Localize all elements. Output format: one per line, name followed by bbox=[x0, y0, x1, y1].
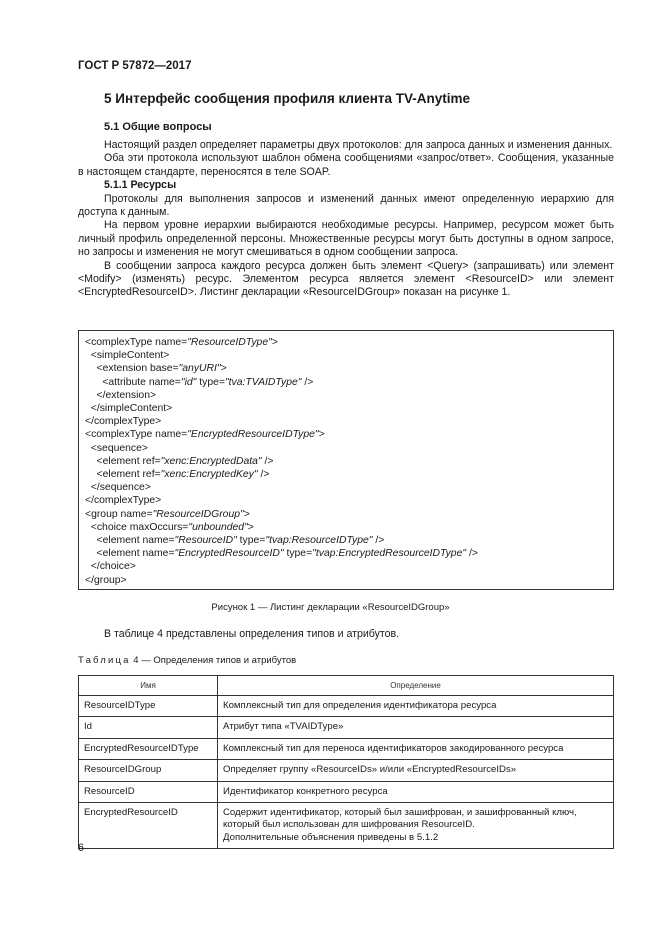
subsubsection-title: 5.1.1 Ресурсы bbox=[104, 179, 177, 192]
listing-line: <choice maxOccurs="unbounded"> bbox=[85, 521, 254, 533]
cell-name: ResourceID bbox=[79, 781, 218, 802]
listing-line: <element name="ResourceID" type="tvap:ResourceIDType" /> bbox=[85, 535, 385, 547]
listing-line: <simpleContent> bbox=[85, 350, 170, 362]
table-row bbox=[79, 803, 614, 849]
listing-line: </extension> bbox=[85, 389, 157, 401]
definition-line: Содержит идентификатор, который был зашифрован, и зашифрованный ключ, который был использован для шифрования ResourceID. bbox=[223, 807, 577, 831]
listing-line: <group name="ResourceIDGroup"> bbox=[85, 508, 250, 520]
paragraph: Протоколы для выполнения запросов и изменений данных имеют определенную иерархию для доступа к данным. bbox=[78, 192, 614, 219]
listing-line: </complexType> bbox=[85, 495, 162, 507]
table-row bbox=[79, 717, 614, 738]
cell-name: Id bbox=[79, 717, 218, 738]
standard-header: ГОСТ Р 57872—2017 bbox=[78, 60, 192, 72]
listing-line: <element name="EncryptedResourceID" type="tvap:EncryptedResourceIDType" /> bbox=[85, 548, 478, 560]
definition-line: Комплексный тип для определения идентификатора ресурса bbox=[223, 700, 497, 711]
paragraph: В сообщении запроса каждого ресурса должен быть элемент <Query> (запрашивать) или элемент <Modify> (изменять) ресурс. Элементом ресурса является элемент <ResourceID> или элемент <EncryptedResourceID>. Листинг декларации «ResourceIDGroup» показан на рисунке 1. bbox=[78, 259, 614, 299]
cell-definition bbox=[218, 696, 614, 717]
table-caption-rest: 4 — Определения типов и атрибутов bbox=[130, 655, 297, 666]
cell-name: EncryptedResourceID bbox=[79, 803, 218, 849]
table-caption bbox=[78, 655, 296, 666]
section-title: 5 Интерфейс сообщения профиля клиента TV-Anytime bbox=[104, 91, 471, 106]
cell-name: ResourceIDType bbox=[79, 696, 218, 717]
listing-line: <sequence> bbox=[85, 442, 148, 454]
code-listing bbox=[78, 330, 614, 590]
cell-definition bbox=[218, 717, 614, 738]
definition-line: Комплексный тип для переноса идентификаторов закодированного ресурса bbox=[223, 742, 564, 754]
table-row bbox=[79, 760, 614, 781]
definition-line: Идентификатор конкретного ресурса bbox=[223, 785, 388, 797]
definitions-table bbox=[78, 675, 614, 849]
definition-line: Атрибут типа «TVAIDType» bbox=[223, 721, 344, 733]
listing-line: </sequence> bbox=[85, 482, 151, 494]
subsection-title: 5.1 Общие вопросы bbox=[104, 121, 212, 133]
paragraph: На первом уровне иерархии выбираются необходимые ресурсы. Например, ресурсом может быть личный профиль определенной персоны. Множественные ресурсы могут быть доступны в одном запросе, но запросы и изменения не могут смешиваться в одном сообщении запроса. bbox=[78, 219, 614, 259]
cell-name: EncryptedResourceIDType bbox=[79, 738, 218, 759]
column-header-name: Имя bbox=[79, 676, 218, 696]
table-header-row bbox=[79, 676, 614, 696]
listing-line: </choice> bbox=[85, 561, 136, 573]
definition-line: Определяет группу «ResourceIDs» и/или «EncryptedResourceIDs» bbox=[223, 764, 517, 776]
table-row bbox=[79, 696, 614, 717]
listing-line: </group> bbox=[85, 574, 127, 586]
listing-line: </simpleContent> bbox=[85, 403, 173, 415]
listing-line: <extension base="anyURI"> bbox=[85, 363, 227, 375]
page-number: 6 bbox=[78, 842, 84, 854]
cell-name: ResourceIDGroup bbox=[79, 760, 218, 781]
listing-line: <attribute name="id" type="tva:TVAIDType" /> bbox=[85, 376, 314, 388]
definition-line: Дополнительные объяснения приведены в 5.1.2 bbox=[223, 831, 439, 843]
listing-line: </complexType> bbox=[85, 416, 162, 428]
cell-definition bbox=[218, 781, 614, 802]
table-row bbox=[79, 738, 614, 759]
listing-line: <element ref="xenc:EncryptedKey" /> bbox=[85, 469, 270, 481]
figure-caption: Рисунок 1 — Листинг декларации «ResourceIDGroup» bbox=[211, 602, 450, 613]
cell-definition bbox=[218, 803, 614, 849]
column-header-definition: Определение bbox=[218, 676, 614, 696]
cell-definition bbox=[218, 738, 614, 759]
general-text bbox=[78, 139, 614, 300]
paragraph: Настоящий раздел определяет параметры двух протоколов: для запроса данных и изменения данных. bbox=[104, 139, 613, 151]
listing-line: <complexType name="ResourceIDType"> bbox=[85, 337, 278, 348]
cell-definition bbox=[218, 760, 614, 781]
table-row bbox=[79, 781, 614, 802]
paragraph: Оба эти протокола используют шаблон обмена сообщениями «запрос/ответ». Сообщения, указанные в настоящем стандарте, переносятся в теле SOAP. bbox=[78, 152, 614, 178]
listing-line: <element ref="xenc:EncryptedData" /> bbox=[85, 455, 274, 467]
table-caption-word: Таблица bbox=[78, 655, 131, 666]
listing-line: <complexType name="EncryptedResourceIDType"> bbox=[85, 429, 325, 441]
table-intro: В таблице 4 представлены определения типов и атрибутов. bbox=[104, 628, 400, 640]
